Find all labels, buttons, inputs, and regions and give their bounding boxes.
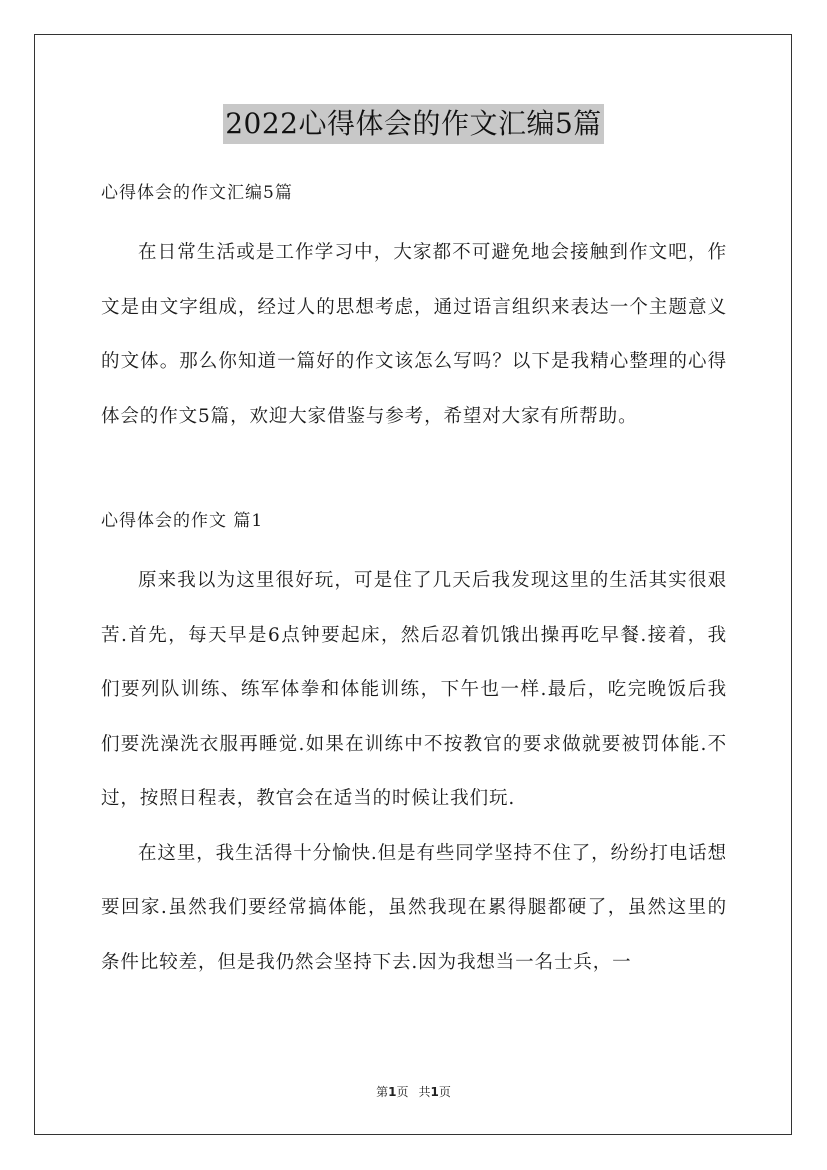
total-pages: 1 [430,1085,439,1099]
document-subtitle: 心得体会的作文汇编5篇 [101,183,293,203]
page-number: 1 [388,1085,397,1099]
intro-paragraph: 在日常生活或是工作学习中，大家都不可避免地会接触到作文吧，作文是由文字组成，经过人的思想考虑，通过语言组织来表达一个主题意义的文体。那么你知道一篇好的作文该怎么写吗？以下是我精心整理的心得体会的作文5篇，欢迎大家借鉴与参考，希望对大家有所帮助。 [101,242,727,427]
total-suffix: 页 [438,1085,451,1099]
total-prefix: 共 [418,1085,431,1099]
document-body [101,172,727,990]
page-footer [0,1083,827,1101]
title-wrap [0,104,827,144]
section-heading: 心得体会的作文 篇1 [101,511,264,531]
body-paragraph: 原来我以为这里很好玩，可是住了几天后我发现这里的生活其实很艰苦.首先，每天早是6点钟要起床，然后忍着饥饿出操再吃早餐.接着，我们要列队训练、练军体拳和体能训练，下午也一样.最后，吃完晚饭后我们要洗澡洗衣服再睡觉.如果在训练中不按教官的要求做就要被罚体能.不过，按照日程表，教官会在适当的时候让我们玩. [101,570,727,809]
page-suffix: 页 [396,1085,409,1099]
page-prefix: 第 [376,1085,389,1099]
document-title: 2022心得体会的作文汇编5篇 [223,104,604,144]
body-paragraph: 在这里，我生活得十分愉快.但是有些同学坚持不住了，纷纷打电话想要回家.虽然我们要经常搞体能，虽然我现在累得腿都硬了，虽然这里的条件比较差，但是我仍然会坚持下去.因为我想当一名士兵，一 [101,842,727,973]
